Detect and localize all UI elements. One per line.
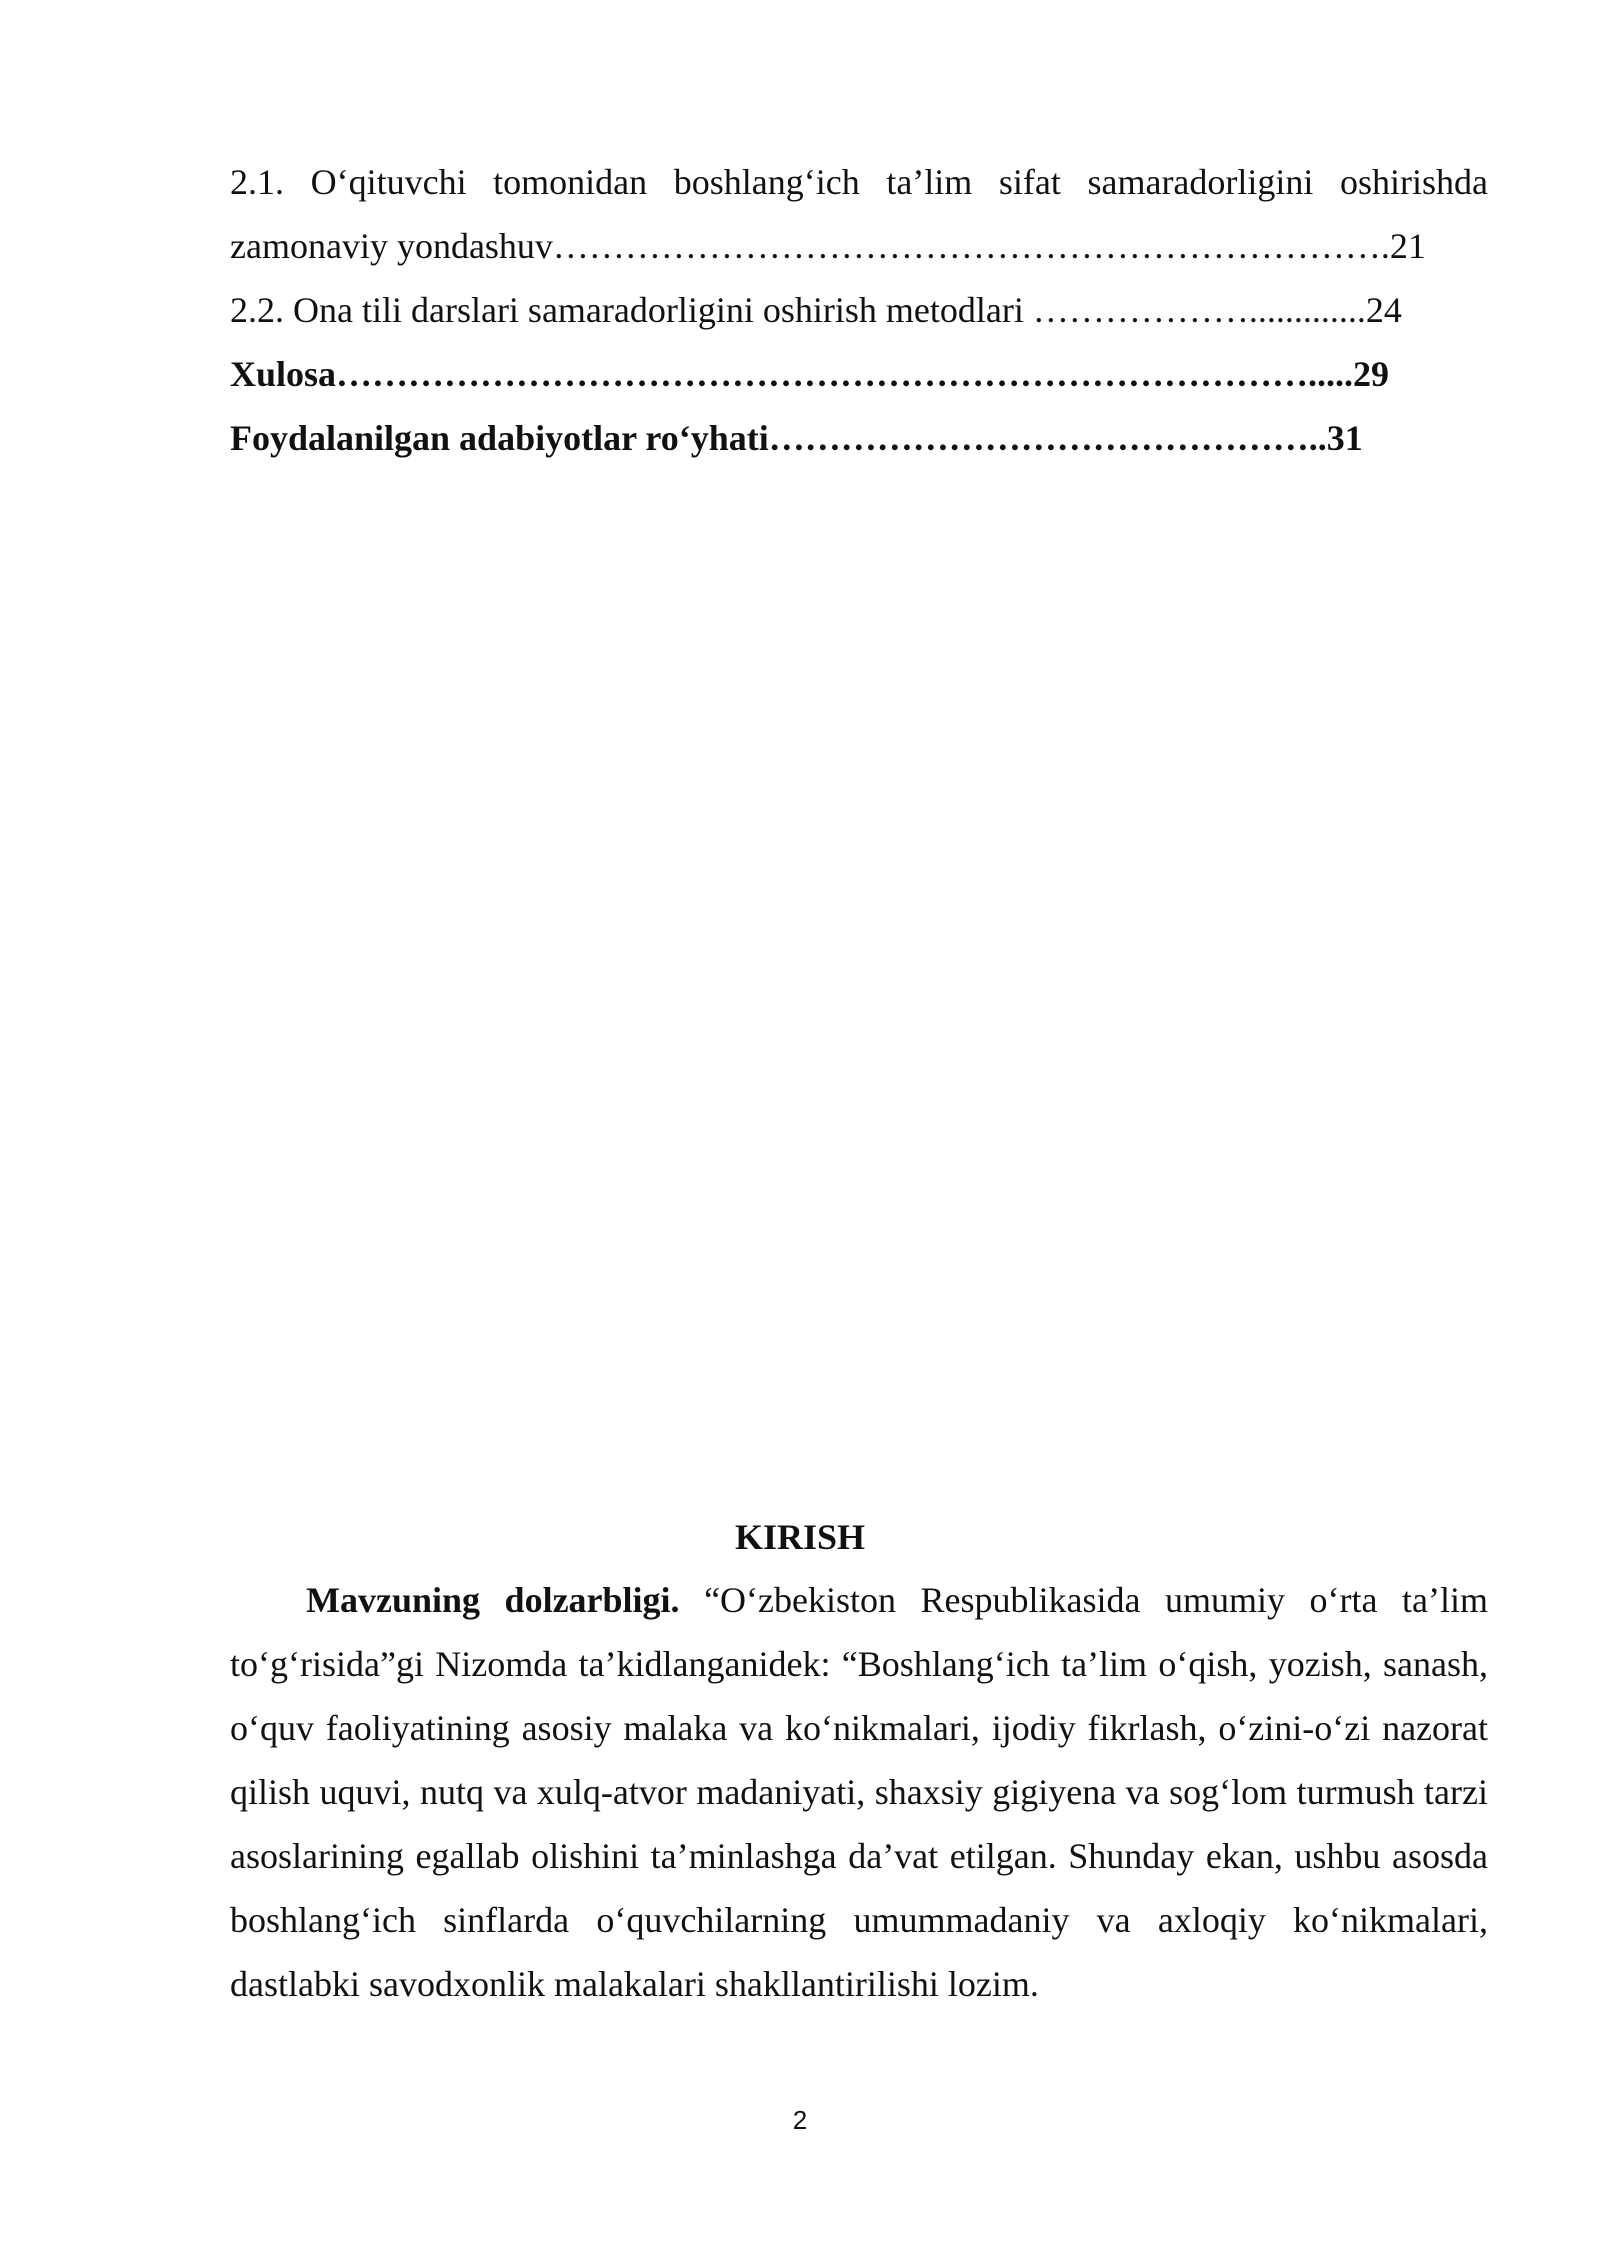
section-heading: KIRISH: [734, 1517, 866, 1557]
toc-entry-2-1-line-2: zamonaviy yondashuv…………………………………………………………….21: [230, 226, 1426, 266]
paragraph-body: “O‘zbekiston Respublikasida umumiy o‘rta ta’lim to‘g‘risida”gi Nizomda ta’kidlanganidek: “Boshlang‘ich ta’lim o‘qish, yozish, sanash, o‘quv faoliyatining asosiy malaka va ko‘nikmalari, ijodiy fikrlash, o‘zini-o‘zi nazorat qilish uquvi, nutq va xulq-atvor madaniyati, shaxsiy gigiyena va sog‘lom turmush tarzi asoslarining egallab olishini ta’minlashga da’vat etilgan. Shunday ekan, ushbu asosda boshlang‘ich sinflarda o‘quvchilarning umummadaniy va axloqiy ko‘nikmalari, dastlabki savodxonlik malakalari shakllantirilishi lozim.: [230, 1580, 1488, 2004]
toc-entry-2-1-line-1: 2.1. O‘qituvchi tomonidan boshlang‘ich ta’lim sifat samaradorligini oshirishda: [230, 162, 1488, 202]
paragraph-lead: Mavzuning dolzarbligi.: [306, 1580, 680, 1620]
toc-entry-2-2: 2.2. Ona tili darslari samaradorligini oshirish metodlari ……………….............24: [230, 290, 1402, 330]
page-number: 2: [792, 2105, 808, 2135]
intro-section: [230, 1568, 1488, 2016]
table-of-contents: [230, 150, 1488, 470]
toc-entry-conclusion: Xulosa……………………………………………………………………….....29: [230, 354, 1390, 394]
toc-entry-references: Foydalanilgan adabiyotlar ro‘yhati………………………………………..31: [230, 418, 1363, 458]
intro-paragraph: [230, 1568, 1488, 2016]
